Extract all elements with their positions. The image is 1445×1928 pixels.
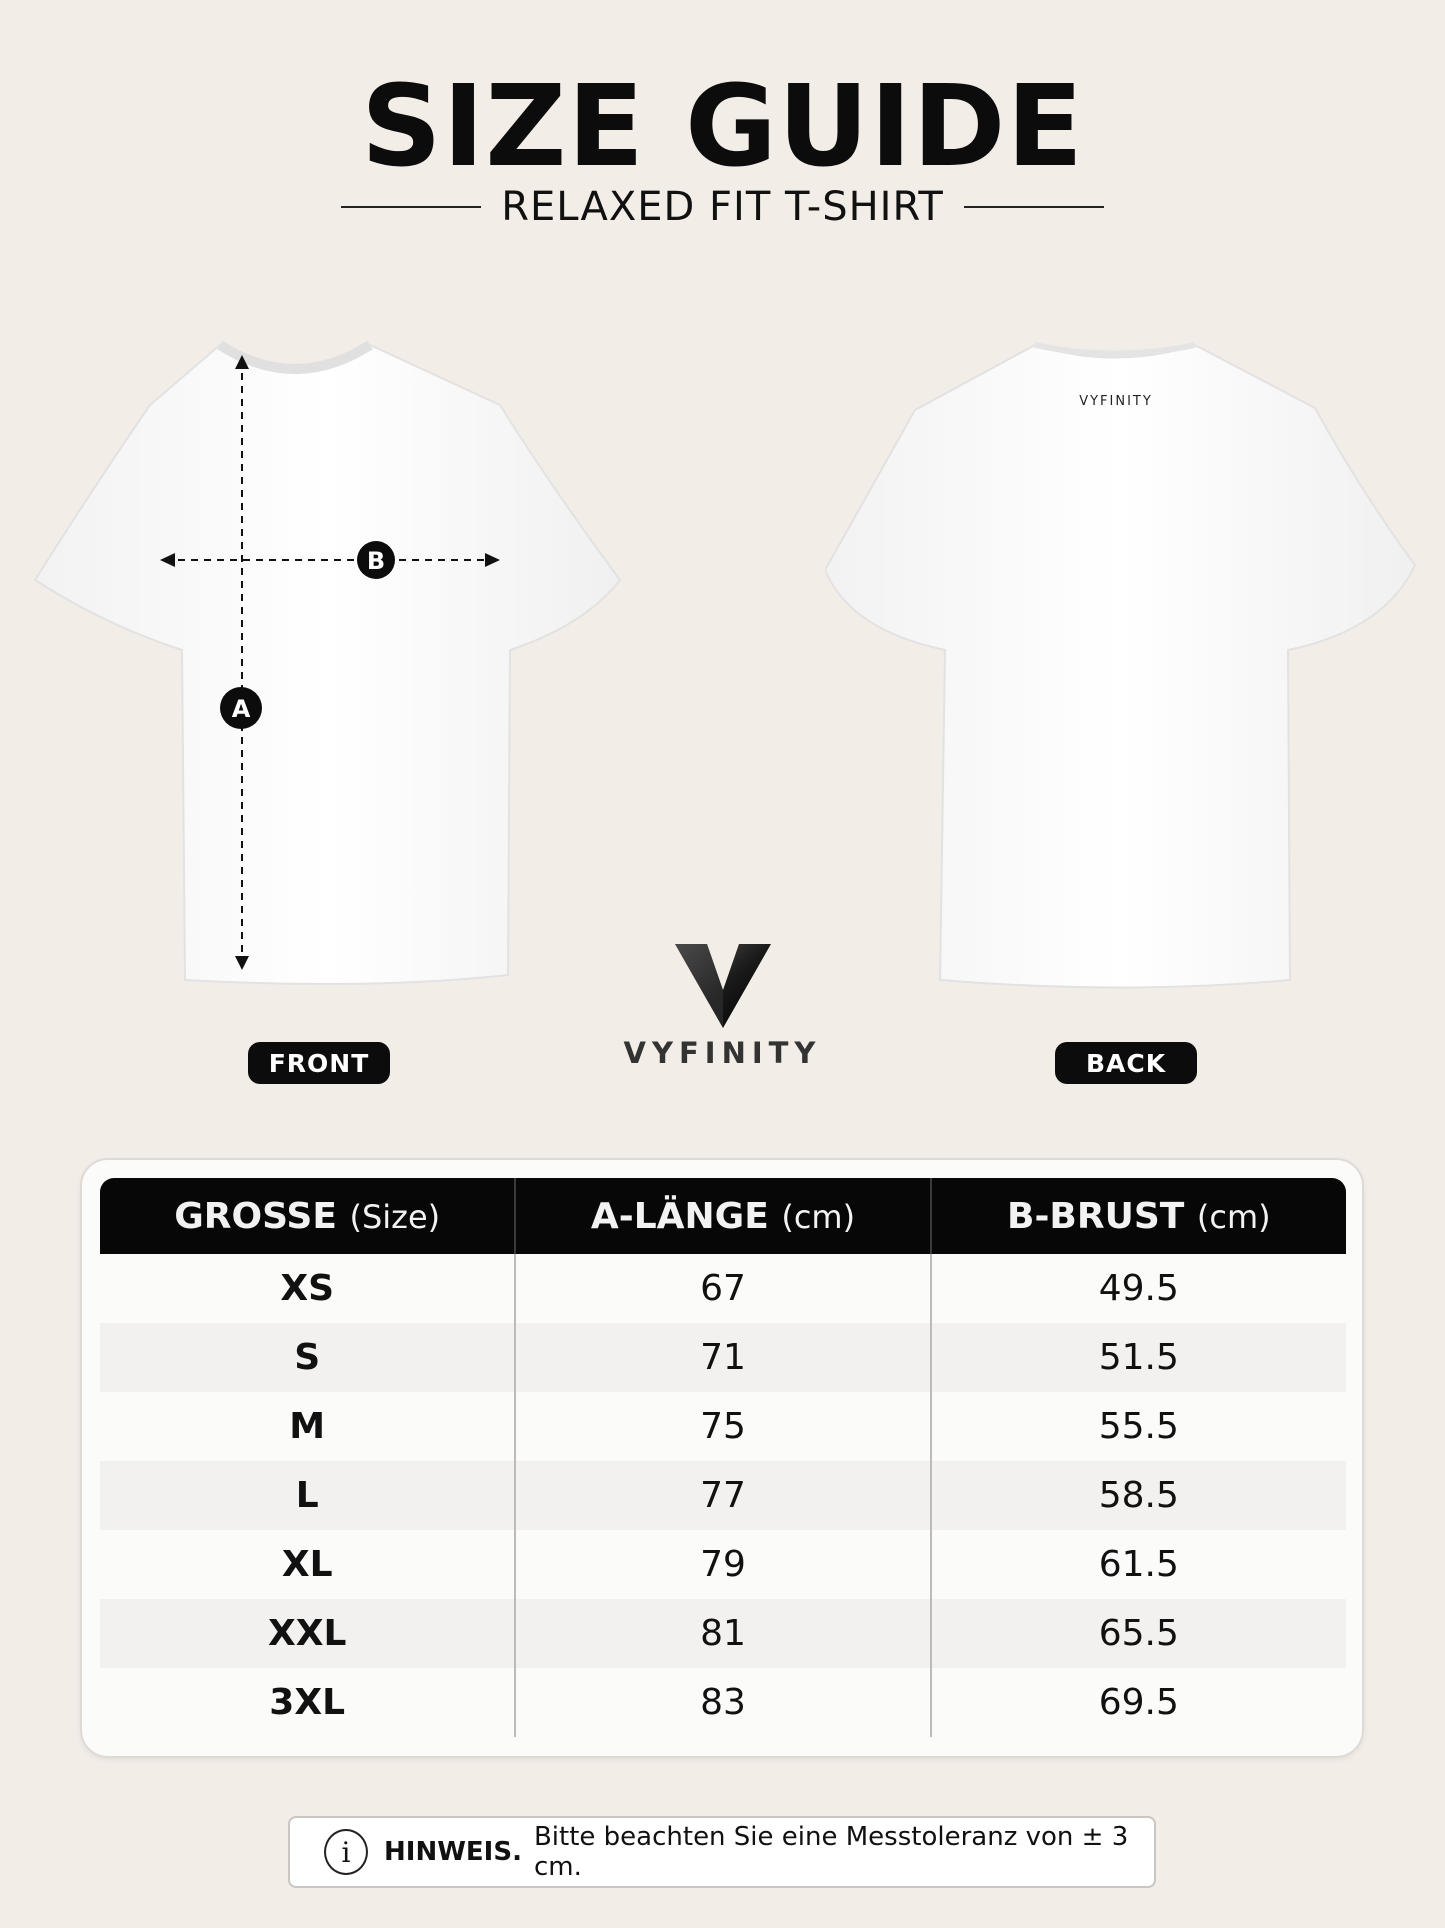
marker-a: A (231, 695, 251, 723)
note-text: Bitte beachten Sie eine Messtoleranz von ± 3 cm. (533, 1822, 1129, 1882)
cell-size: L (100, 1461, 515, 1530)
marker-b: B (366, 547, 386, 575)
table-row (100, 1392, 1346, 1461)
brand-name: VYFINITY (623, 1036, 822, 1070)
cell-size: XL (100, 1530, 515, 1599)
cell-length: 79 (515, 1530, 930, 1599)
front-label: FRONT (248, 1042, 390, 1084)
cell-chest: 65.5 (931, 1599, 1346, 1668)
subtitle-rule-left (341, 206, 481, 208)
brand-logo (600, 940, 845, 1070)
table-row (100, 1599, 1346, 1668)
cell-size: M (100, 1392, 515, 1461)
header-length: A-LÄNGE (cm) (515, 1178, 930, 1254)
tolerance-note (288, 1816, 1156, 1888)
table-row (100, 1530, 1346, 1599)
cell-length: 81 (515, 1599, 930, 1668)
back-tshirt-illustration (825, 340, 1425, 1000)
cell-length: 77 (515, 1461, 930, 1530)
cell-size: 3XL (100, 1668, 515, 1737)
cell-chest: 58.5 (931, 1461, 1346, 1530)
cell-chest: 61.5 (931, 1530, 1346, 1599)
cell-length: 75 (515, 1392, 930, 1461)
header-chest: B-BRUST (cm) (931, 1178, 1346, 1254)
cell-chest: 51.5 (931, 1323, 1346, 1392)
cell-length: 83 (515, 1668, 930, 1737)
front-tshirt-illustration (30, 335, 630, 995)
cell-size: XXL (100, 1599, 515, 1668)
back-label: BACK (1055, 1042, 1197, 1084)
cell-chest: 55.5 (931, 1392, 1346, 1461)
note-label: HINWEIS. (384, 1837, 522, 1867)
header-size: GROSSE (Size) (100, 1178, 515, 1254)
cell-chest: 69.5 (931, 1668, 1346, 1737)
cell-length: 71 (515, 1323, 930, 1392)
cell-chest: 49.5 (931, 1254, 1346, 1323)
subtitle: RELAXED FIT T-SHIRT (501, 184, 944, 230)
size-table-card (80, 1158, 1364, 1758)
cell-size: S (100, 1323, 515, 1392)
table-row (100, 1668, 1346, 1737)
cell-size: XS (100, 1254, 515, 1323)
cell-length: 67 (515, 1254, 930, 1323)
info-icon: i (324, 1829, 368, 1875)
size-table (100, 1178, 1346, 1737)
v-logo-icon (673, 940, 773, 1030)
table-header-row (100, 1178, 1346, 1254)
subtitle-rule-right (964, 206, 1104, 208)
table-row (100, 1323, 1346, 1392)
subtitle-row (0, 184, 1445, 230)
back-print: VYFINITY (1079, 394, 1153, 409)
table-row (100, 1254, 1346, 1323)
page-title: SIZE GUIDE (360, 62, 1085, 192)
table-row (100, 1461, 1346, 1530)
